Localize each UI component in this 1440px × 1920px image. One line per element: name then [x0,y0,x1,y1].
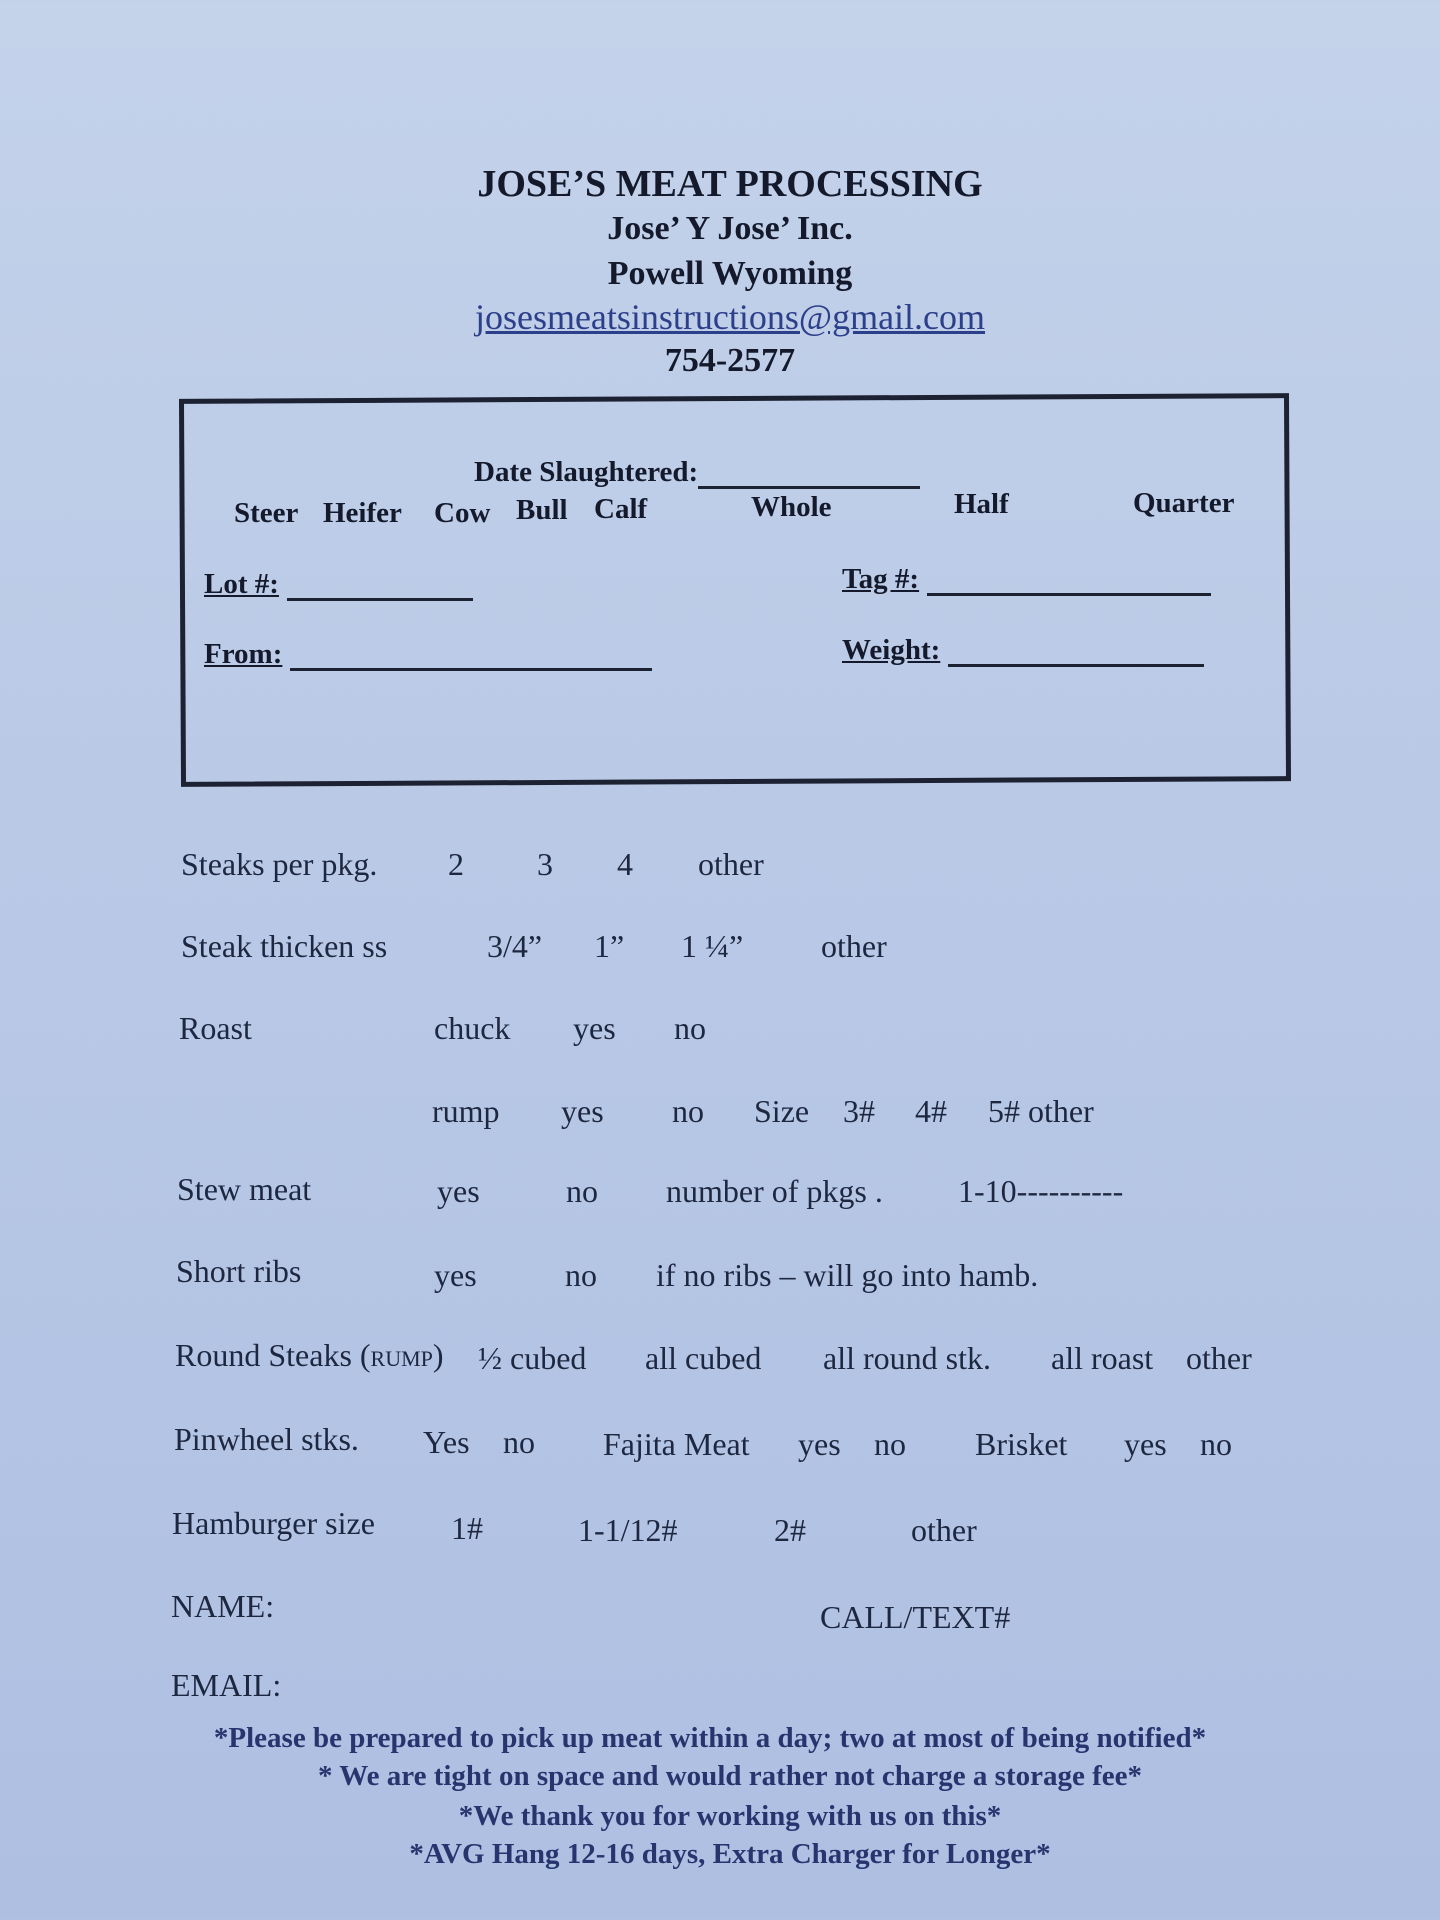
weight-field[interactable] [948,636,1204,667]
pinwheel-label: Pinwheel stks. [174,1421,359,1457]
steaks-per-pkg-label: Steaks per pkg. [181,846,378,882]
email-link-text[interactable]: josesmeatsinstructions@gmail.com [474,297,986,337]
round-steaks-other[interactable]: other [1186,1340,1252,1376]
call-text-label: CALL/TEXT# [820,1599,1011,1635]
stew-meat-label: Stew meat [177,1171,312,1207]
from-row [204,638,652,671]
fajita-no[interactable]: no [874,1426,906,1462]
weight-row [842,634,1204,667]
steak-thickness-option-other[interactable]: other [821,928,887,964]
hamburger-size-other[interactable]: other [911,1512,977,1548]
date-slaughtered-label: Date Slaughtered: [474,456,699,488]
animal-type-bull[interactable]: Bull [516,494,568,526]
animal-type-calf[interactable]: Calf [594,493,648,525]
note-storage-fee: * We are tight on space and would rather not charge a storage fee* [317,1760,1142,1792]
phone-number: 754-2577 [664,342,796,379]
fajita-yes[interactable]: yes [798,1426,841,1462]
lot-number [204,568,473,601]
portion-quarter[interactable]: Quarter [1133,487,1235,519]
email-link[interactable] [0,296,1440,338]
roast-rump-label: rump [432,1093,500,1129]
hamburger-size-2lb[interactable]: 2# [774,1512,806,1548]
note-avg-hang: *AVG Hang 12-16 days, Extra Charger for Longer* [409,1838,1051,1870]
round-steaks-label-text: Round Steaks ( [175,1337,371,1373]
animal-type-steer[interactable]: Steer [234,497,299,529]
round-steaks-label-rump: RUMP [370,1346,433,1371]
date-slaughtered [474,456,920,489]
steaks-per-pkg-option-2[interactable]: 2 [448,846,464,882]
roast-chuck-label: chuck [434,1010,511,1046]
stew-meat-pkgs-range[interactable]: 1-10---------- [958,1173,1124,1209]
hamburger-size-label: Hamburger size [172,1505,375,1541]
date-slaughtered-field[interactable] [698,458,920,489]
tag-number-label: Tag #: [842,563,920,595]
hamburger-size-1-1-12lb[interactable]: 1-1/12# [578,1512,678,1548]
pinwheel-yes[interactable]: Yes [423,1424,470,1460]
lot-number-field[interactable] [287,570,473,601]
location: Powell Wyoming [607,255,853,292]
stew-meat-pkgs-label: number of pkgs . [666,1173,883,1209]
short-ribs-no[interactable]: no [565,1257,597,1293]
steak-thickness-option-1[interactable]: 1” [594,928,625,964]
steaks-per-pkg-option-4[interactable]: 4 [617,846,633,882]
short-ribs-yes[interactable]: yes [434,1257,477,1293]
roast-rump-no[interactable]: no [672,1093,704,1129]
tag-number [842,563,1211,596]
short-ribs-label: Short ribs [176,1253,302,1289]
short-ribs-note: if no ribs – will go into hamb. [656,1257,1039,1293]
steak-thickness-option-3-4[interactable]: 3/4” [487,928,543,964]
from-field[interactable] [290,640,652,671]
round-steaks-all-round[interactable]: all round stk. [823,1340,991,1376]
brisket-label: Brisket [975,1426,1068,1462]
animal-type-cow[interactable]: Cow [434,497,491,529]
weight-label: Weight: [842,634,941,666]
steaks-per-pkg-option-other[interactable]: other [698,846,764,882]
roast-rump-yes[interactable]: yes [561,1093,604,1129]
name-label: NAME: [171,1588,275,1624]
roast-label: Roast [179,1010,252,1046]
tag-number-field[interactable] [927,565,1211,596]
round-steaks-label-close: ) [432,1337,444,1373]
pinwheel-no[interactable]: no [503,1424,535,1460]
round-steaks-half-cubed[interactable]: ½ cubed [478,1340,587,1376]
roast-size-5lb-other[interactable]: 5# other [988,1093,1094,1129]
fajita-label: Fajita Meat [603,1426,750,1462]
email-label: EMAIL: [171,1667,282,1703]
round-steaks-all-cubed[interactable]: all cubed [645,1340,762,1376]
roast-chuck-yes[interactable]: yes [573,1010,616,1046]
hamburger-size-1lb[interactable]: 1# [451,1510,483,1546]
round-steaks-all-roast[interactable]: all roast [1051,1340,1154,1376]
round-steaks-label [175,1337,444,1374]
stew-meat-yes[interactable]: yes [437,1173,480,1209]
brisket-no[interactable]: no [1200,1426,1232,1462]
roast-chuck-no[interactable]: no [674,1010,706,1046]
roast-size-4lb[interactable]: 4# [915,1093,947,1129]
brisket-yes[interactable]: yes [1124,1426,1167,1462]
company-name: Jose’ Y Jose’ Inc. [607,210,853,247]
from-label: From: [204,638,283,670]
steaks-per-pkg-option-3[interactable]: 3 [537,846,553,882]
roast-size-label: Size [754,1093,810,1129]
note-thank-you: *We thank you for working with us on this* [458,1800,1002,1832]
steak-thickness-label: Steak thicken ss [181,928,388,964]
stew-meat-no[interactable]: no [566,1173,598,1209]
steak-thickness-option-1-1-4[interactable]: 1 ¼” [681,928,744,964]
portion-half[interactable]: Half [954,488,1009,520]
note-pickup: *Please be prepared to pick up meat within a day; two at most of being notified* [213,1722,1207,1754]
business-name: JOSE’S MEAT PROCESSING [477,163,983,205]
lot-number-label: Lot #: [204,568,279,600]
animal-type-heifer[interactable]: Heifer [323,497,402,529]
portion-whole[interactable]: Whole [751,491,832,523]
roast-size-3lb[interactable]: 3# [843,1093,875,1129]
